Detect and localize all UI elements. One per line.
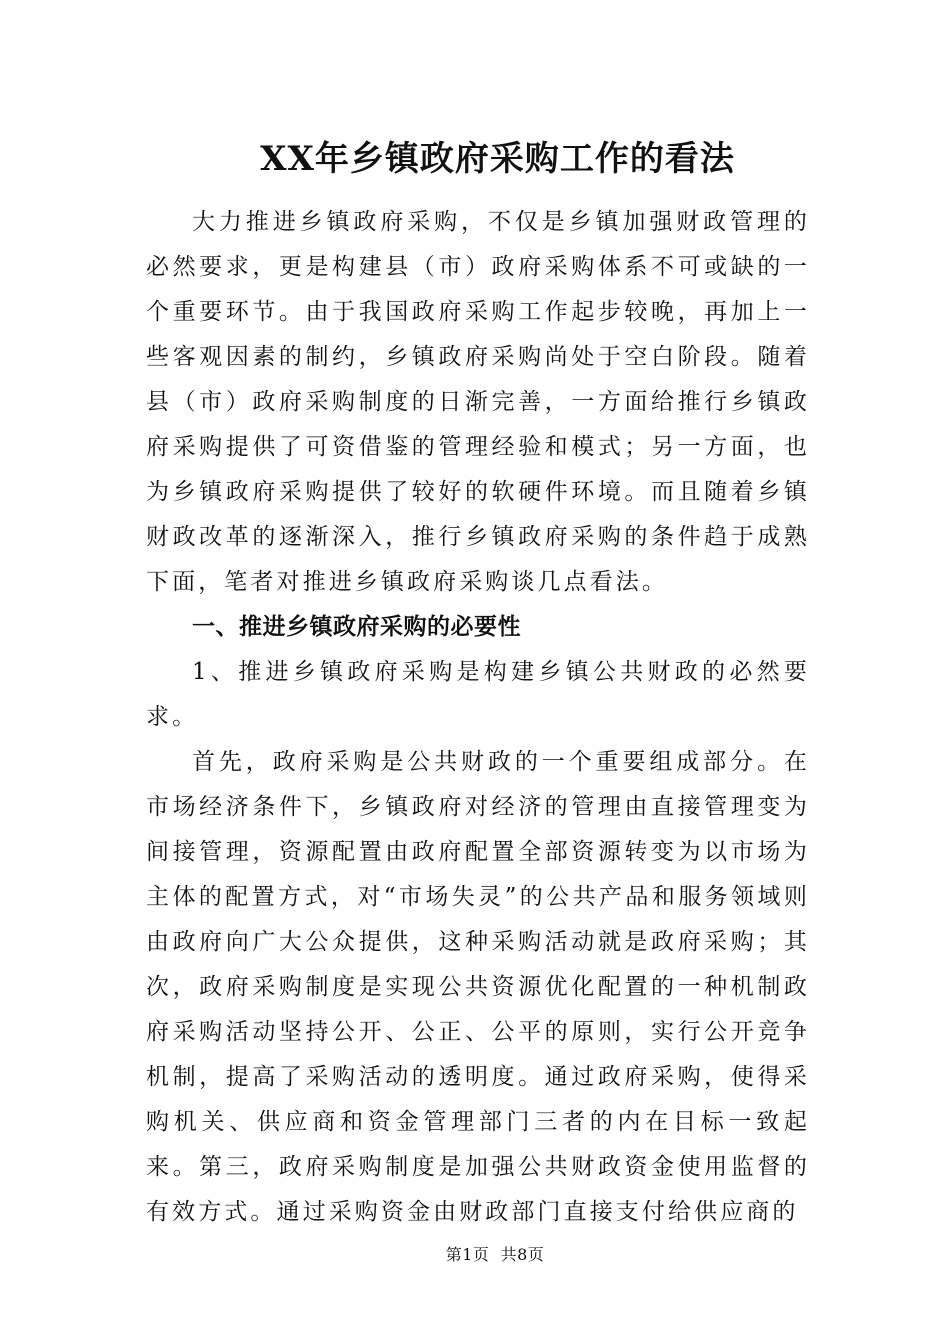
page-number: 第1页 [445,1245,490,1264]
page-footer [0,1242,950,1265]
section-heading: 一、推进乡镇政府采购的必要性 [192,614,521,640]
document-title: XX年乡镇政府采购工作的看法 [260,139,735,179]
page-total: 共8页 [500,1245,545,1264]
subheading: 1、推进乡镇政府采购是构建乡镇公共财政的必然要求。 [146,659,810,730]
body-paragraph: 首先，政府采购是公共财政的一个重要组成部分。在市场经济条件下，乡镇政府对经济的管理由直接管理变为间接管理，资源配置由政府配置全部资源转变为以市场为主体的配置方式，对“市场失灵”的公共产品和服务领域则由政府向广大公众提供，这种采购活动就是政府采购；其次，政府采购制度是实现公共资源优化配置的一种机制政府采购活动坚持公开、公正、公平的原则，实行公开竞争机制，提高了采购活动的透明度。通过政府采购，使得采购机关、供应商和资金管理部门三者的内在目标一致起来。第三，政府采购制度是加强公共财政资金使用监督的有效方式。通过采购资金由财政部门直接支付给供应商的 [146,749,810,1225]
document-body [146,200,810,1235]
intro-paragraph: 大力推进乡镇政府采购，不仅是乡镇加强财政管理的必然要求，更是构建县（市）政府采购体系不可或缺的一个重要环节。由于我国政府采购工作起步较晚，再加上一些客观因素的制约，乡镇政府采购尚处于空白阶段。随着县（市）政府采购制度的日渐完善，一方面给推行乡镇政府采购提供了可资借鉴的管理经验和模式；另一方面，也为乡镇政府采购提供了较好的软硬件环境。而且随着乡镇财政改革的逐渐深入，推行乡镇政府采购的条件趋于成熟下面，笔者对推进乡镇政府采购谈几点看法。 [146,209,810,595]
